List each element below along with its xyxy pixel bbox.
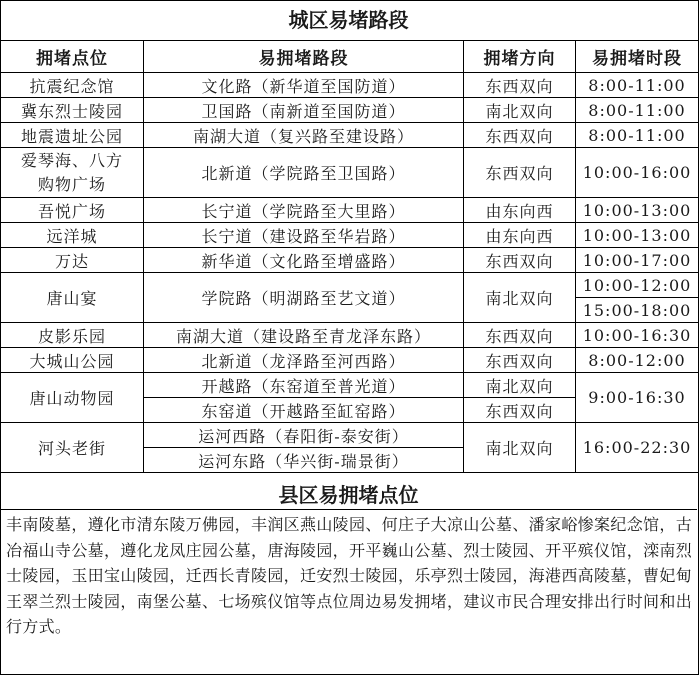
header-road: 易拥堵路段 bbox=[144, 41, 464, 73]
table-row bbox=[1, 73, 699, 98]
cell-direction: 东西双向 bbox=[464, 123, 576, 148]
header-time: 易拥堵时段 bbox=[576, 41, 699, 73]
cell-direction: 由东向西 bbox=[464, 198, 576, 223]
cell-road: 新华道（文化路至增盛路） bbox=[144, 248, 464, 273]
cell-road: 北新道（龙泽路至河西路） bbox=[144, 348, 464, 373]
table-row bbox=[1, 98, 699, 123]
cell-location-line: 爱琴海、八方 bbox=[20, 150, 123, 170]
cell-road: 北新道（学院路至卫国路） bbox=[144, 148, 464, 198]
cell-road: 开越路（东窑道至普光道） bbox=[144, 373, 464, 398]
cell-location-line: 购物广场 bbox=[37, 174, 106, 194]
cell-time: 10:00-13:00 bbox=[576, 223, 699, 248]
table-row bbox=[1, 423, 699, 448]
cell-time: 8:00-11:00 bbox=[576, 123, 699, 148]
cell-road: 文化路（新华道至国防道） bbox=[144, 73, 464, 98]
cell-time: 9:00-16:30 bbox=[576, 373, 699, 423]
cell-road: 卫国路（南新道至国防道） bbox=[144, 98, 464, 123]
cell-direction: 东西双向 bbox=[464, 348, 576, 373]
cell-time: 10:00-13:00 bbox=[576, 198, 699, 223]
cell-location: 唐山宴 bbox=[1, 273, 144, 323]
section-divider bbox=[0, 509, 697, 510]
cell-location: 远洋城 bbox=[1, 223, 144, 248]
cell-time: 8:00-11:00 bbox=[576, 73, 699, 98]
cell-time: 10:00-12:00 bbox=[576, 273, 699, 298]
table-row bbox=[1, 123, 699, 148]
cell-time: 10:00-16:00 bbox=[576, 148, 699, 198]
cell-location: 抗震纪念馆 bbox=[1, 73, 144, 98]
cell-direction: 由东向西 bbox=[464, 223, 576, 248]
cell-location: 河头老街 bbox=[1, 423, 144, 473]
cell-location: 冀东烈士陵园 bbox=[1, 98, 144, 123]
cell-time: 10:00-17:00 bbox=[576, 248, 699, 273]
cell-road: 长宁道（学院路至大里路） bbox=[144, 198, 464, 223]
cell-time: 8:00-11:00 bbox=[576, 98, 699, 123]
cell-road: 长宁道（建设路至华岩路） bbox=[144, 223, 464, 248]
cell-direction: 东西双向 bbox=[464, 398, 576, 423]
cell-location: 皮影乐园 bbox=[1, 323, 144, 348]
table-header-row bbox=[1, 41, 699, 73]
cell-road: 南湖大道（建设路至青龙泽东路） bbox=[144, 323, 464, 348]
cell-location: 吾悦广场 bbox=[1, 198, 144, 223]
cell-time: 16:00-22:30 bbox=[576, 423, 699, 473]
cell-direction: 东西双向 bbox=[464, 148, 576, 198]
header-direction: 拥堵方向 bbox=[464, 41, 576, 73]
cell-direction: 东西双向 bbox=[464, 248, 576, 273]
table-row bbox=[1, 148, 699, 198]
cell-location bbox=[1, 148, 144, 198]
cell-road: 东窑道（开越路至缸窑路） bbox=[144, 398, 464, 423]
cell-direction: 南北双向 bbox=[464, 423, 576, 473]
cell-location: 万达 bbox=[1, 248, 144, 273]
cell-time: 10:00-16:30 bbox=[576, 323, 699, 348]
county-congestion-note: 丰南陵墓，遵化市清东陵万佛园，丰润区燕山陵园、何庄子大凉山公墓、潘家峪惨案纪念馆，古冶福山寺公墓，遵化龙凤庄园公墓，唐海陵园，开平巍山公墓、烈士陵园、开平殡仪馆，滦南烈士陵园，玉田宝山陵园，迁西长青陵园，迁安烈士陵园，乐亭烈士陵园，海港西高陵墓，曹妃甸王翠兰烈士陵园，南堡公墓、七场殡仪馆等点位周边易发拥堵，建议市民合理安排出行时间和出行方式。 bbox=[6, 515, 692, 636]
cell-location: 大城山公园 bbox=[1, 348, 144, 373]
cell-location: 地震遗址公园 bbox=[1, 123, 144, 148]
cell-road: 运河西路（春阳街-泰安街） bbox=[144, 423, 464, 448]
cell-time: 15:00-18:00 bbox=[576, 298, 699, 323]
cell-time: 8:00-12:00 bbox=[576, 348, 699, 373]
table-row bbox=[1, 323, 699, 348]
cell-direction: 南北双向 bbox=[464, 373, 576, 398]
city-section-title: 城区易堵路段 bbox=[288, 8, 409, 32]
cell-direction: 东西双向 bbox=[464, 73, 576, 98]
table-row bbox=[1, 348, 699, 373]
table-row bbox=[1, 273, 699, 298]
table-row bbox=[1, 223, 699, 248]
cell-road: 运河东路（华兴街-瑞景街） bbox=[144, 448, 464, 473]
table-row bbox=[1, 198, 699, 223]
cell-direction: 东西双向 bbox=[464, 323, 576, 348]
cell-direction: 南北双向 bbox=[464, 98, 576, 123]
congestion-table bbox=[0, 40, 699, 473]
table-row bbox=[1, 373, 699, 398]
header-location: 拥堵点位 bbox=[1, 41, 144, 73]
cell-road: 学院路（明湖路至艺文道） bbox=[144, 273, 464, 323]
table-row bbox=[1, 248, 699, 273]
county-section-title: 县区易拥堵点位 bbox=[278, 483, 419, 507]
cell-location: 唐山动物园 bbox=[1, 373, 144, 423]
cell-direction: 南北双向 bbox=[464, 273, 576, 323]
cell-road: 南湖大道（复兴路至建设路） bbox=[144, 123, 464, 148]
